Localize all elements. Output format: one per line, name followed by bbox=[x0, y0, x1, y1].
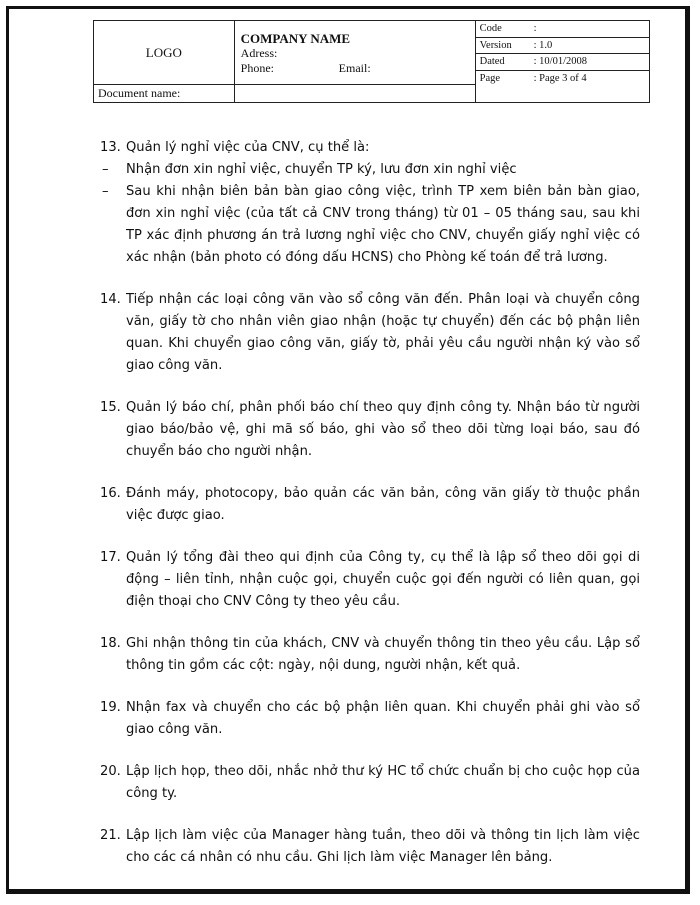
meta-row-version: Version : 1.0 bbox=[476, 38, 649, 55]
meta-row-page: Page : Page 3 of 4 bbox=[479, 72, 587, 84]
sub-list bbox=[100, 159, 640, 269]
list-item: 13. Quản lý nghỉ việc của CNV, cụ thể là: bbox=[100, 140, 370, 155]
list-item: 21. Lập lịch làm việc của Manager hàng tuần, theo dõi và thông tin lịch làm việc cho các cá nhân có nhu cầu. Ghi lịch làm việc Manager lên bảng. bbox=[100, 828, 640, 865]
address-label: Adress: bbox=[240, 46, 278, 61]
sub-list-item: – Sau khi nhận biên bản bàn giao công việc, trình TP xem biên bản bàn giao, đơn xin nghỉ việc (của tất cả CNV trong tháng) từ 01 – 05 tháng sau, sau khi TP xác định phương án trả lương nghỉ việc cho CNV, chuyển giấy nghỉ việc có xác nhận (bản photo có đóng dấu HCNS) cho Phòng kế toán để trả lương. bbox=[102, 184, 640, 265]
list-item: 20. Lập lịch họp, theo dõi, nhắc nhở thư ký HC tổ chức chuẩn bị cho cuộc họp của công ty. bbox=[100, 764, 640, 801]
email-label: Email: bbox=[338, 61, 371, 76]
logo: LOGO bbox=[94, 21, 235, 85]
meta-row-code: Code : bbox=[476, 21, 649, 38]
document-header bbox=[93, 20, 650, 103]
list-item: 17. Quản lý tổng đài theo qui định của Công ty, cụ thể là lập sổ theo dõi gọi di động – liên tỉnh, nhận cuộc gọi, chuyển cuộc gọi đến người có liên quan, gọi điện thoại cho CNV Công ty theo yêu cầu. bbox=[100, 550, 640, 609]
list-item: 15. Quản lý báo chí, phân phối báo chí theo quy định công ty. Nhận báo từ người giao báo/bảo vệ, ghi mã số báo, ghi vào sổ theo dõi từng loại báo, sau đó chuyển báo cho người nhận. bbox=[100, 400, 640, 459]
document-name-label: Document name: bbox=[94, 85, 235, 102]
document-meta bbox=[475, 21, 649, 103]
meta-row-dated: Dated : 10/01/2008 bbox=[476, 54, 649, 71]
sub-list-item: – Nhận đơn xin nghỉ việc, chuyển TP ký, lưu đơn xin nghỉ việc bbox=[102, 162, 517, 177]
phone-label: Phone: bbox=[240, 61, 274, 76]
list-item: 19. Nhận fax và chuyển cho các bộ phận liên quan. Khi chuyển phải ghi vào sổ giao công văn. bbox=[100, 700, 640, 737]
list-item: 14. Tiếp nhận các loại công văn vào sổ công văn đến. Phân loại và chuyển công văn, giấy tờ cho nhân viên giao nhận (hoặc tự chuyển) đến các bộ phận liên quan. Khi chuyển giao công văn, giấy tờ, phải yêu cầu người nhận ký vào sổ giao công văn. bbox=[100, 292, 640, 373]
company-info bbox=[234, 21, 475, 85]
company-name: COMPANY NAME bbox=[240, 31, 351, 47]
document-name-value bbox=[234, 85, 475, 102]
document-body bbox=[100, 137, 640, 889]
list-item: 16. Đánh máy, photocopy, bảo quản các văn bản, công văn giấy tờ thuộc phần việc được giao. bbox=[100, 486, 640, 523]
list-item: 18. Ghi nhận thông tin của khách, CNV và chuyển thông tin theo yêu cầu. Lập sổ thông tin gồm các cột: ngày, nội dung, người nhận, kết quả. bbox=[100, 636, 640, 673]
